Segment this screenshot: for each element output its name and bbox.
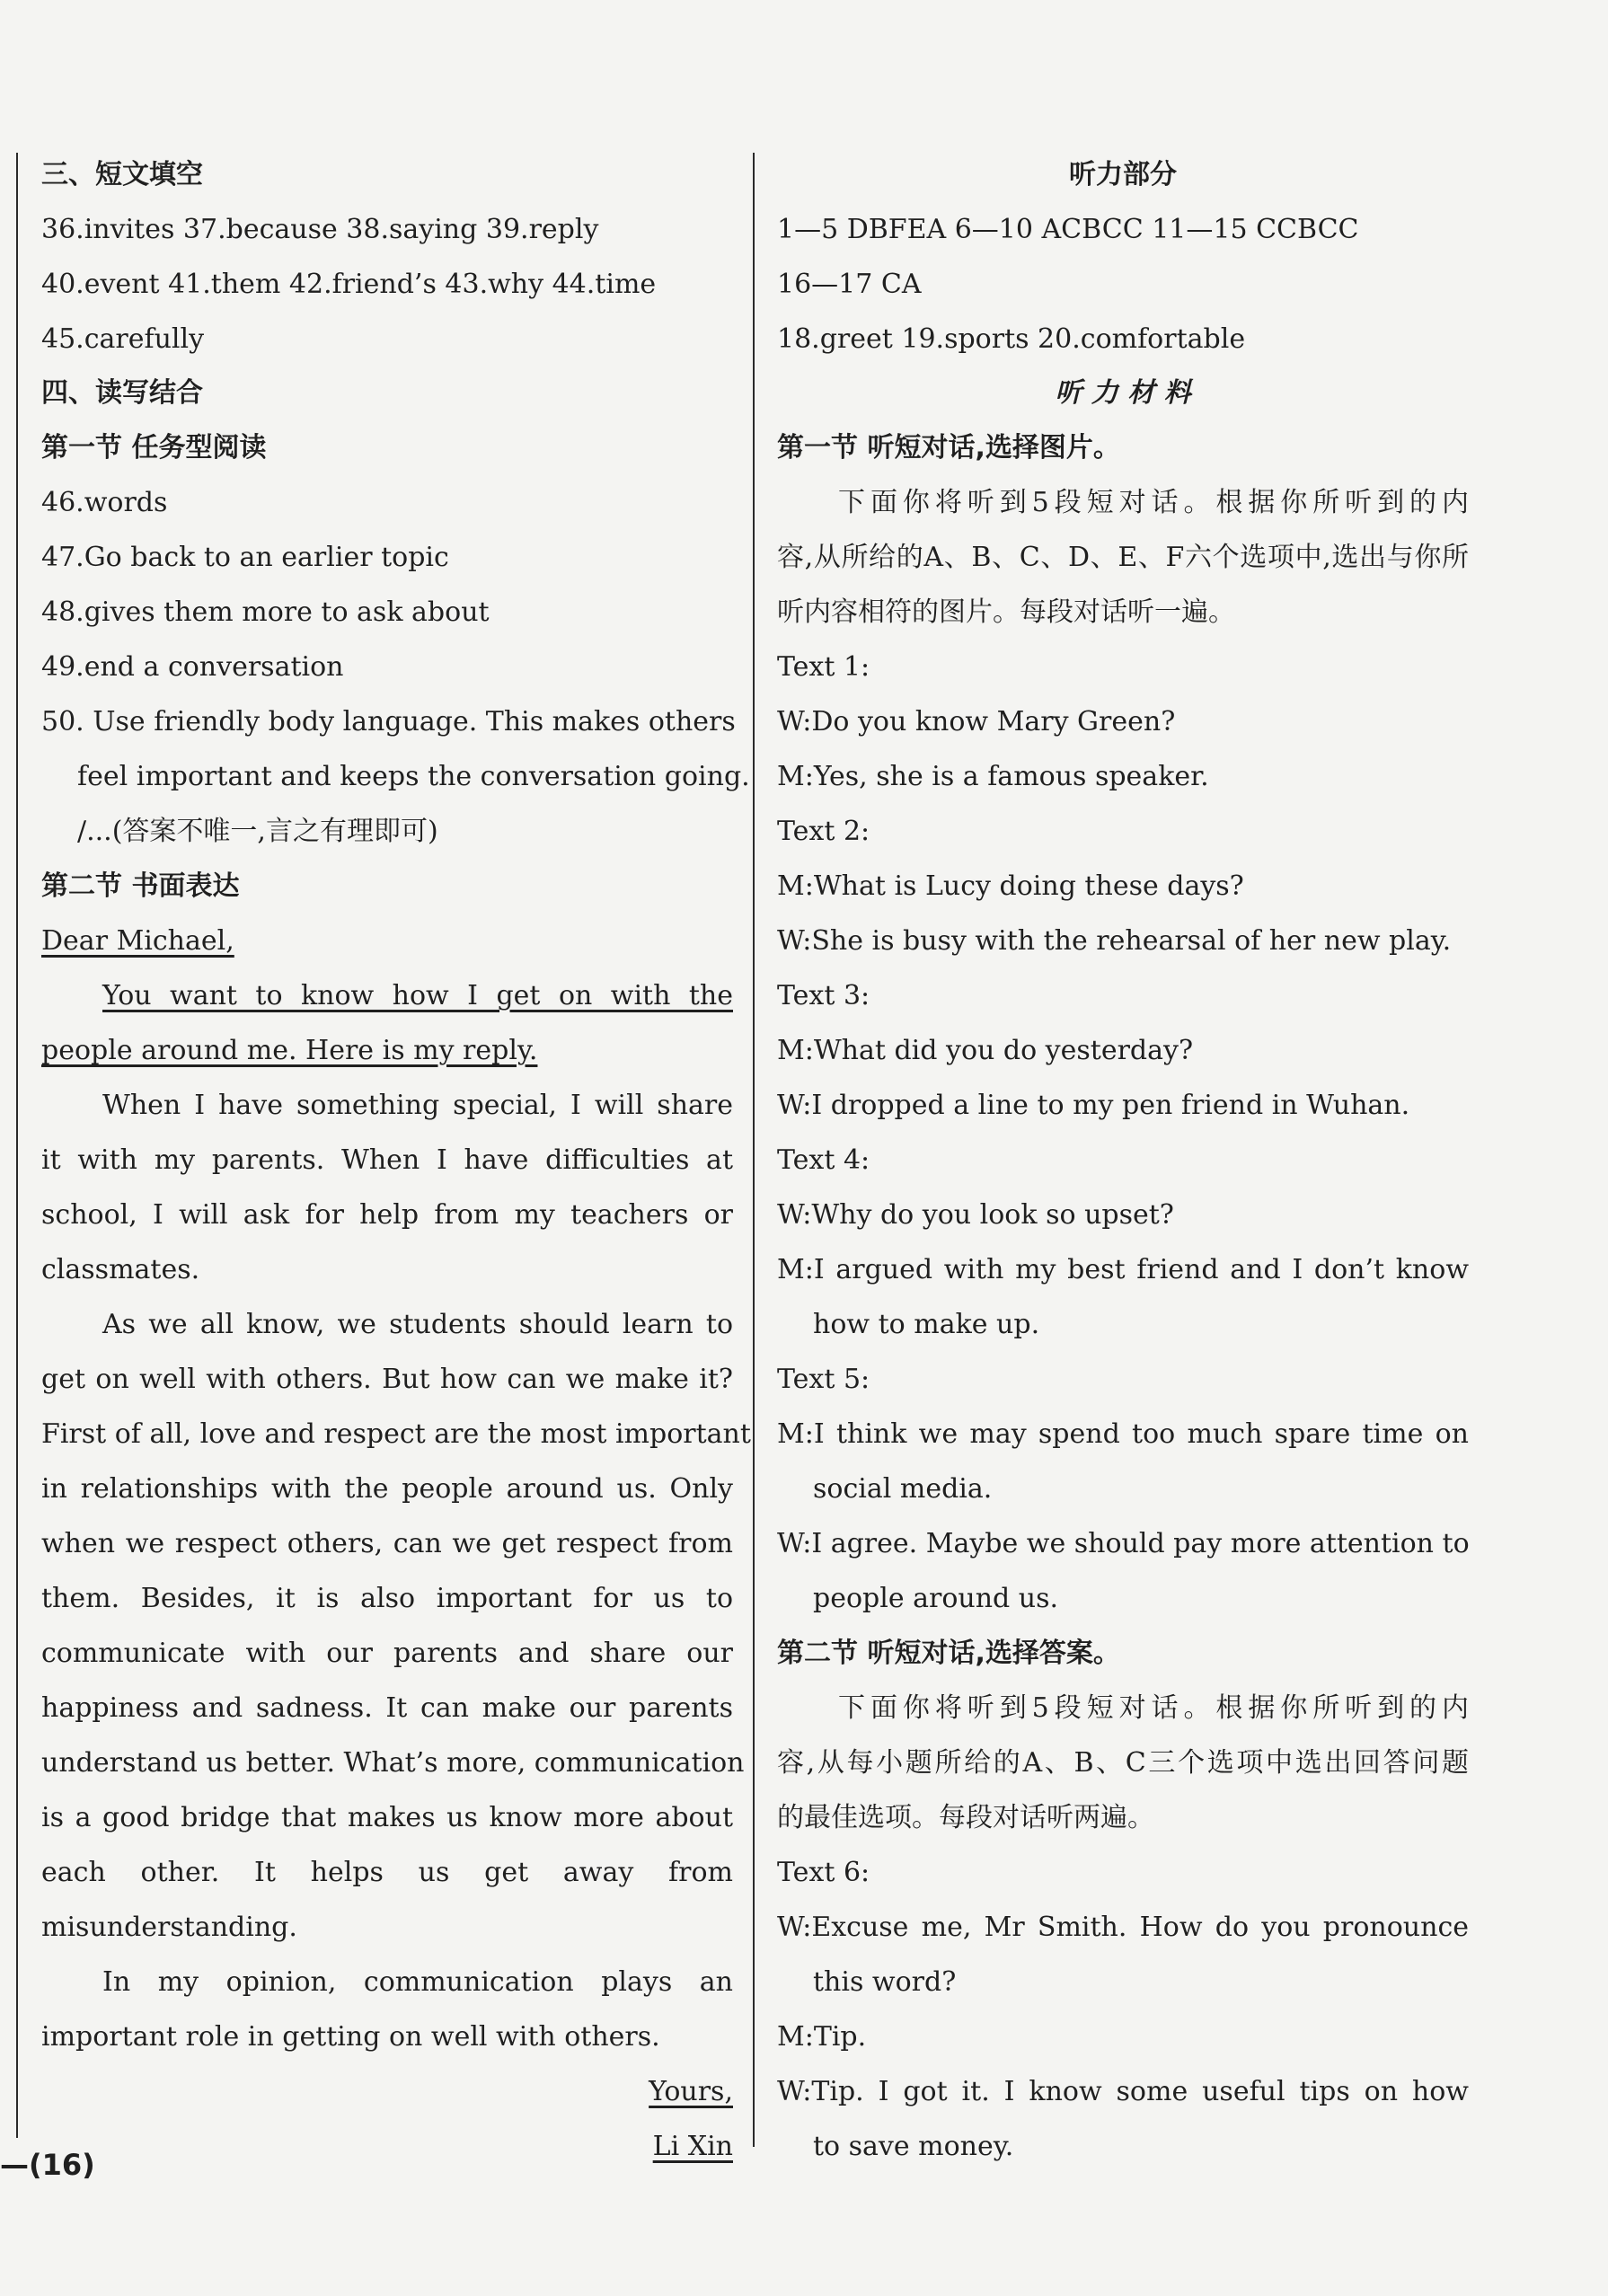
text-2-line-w: W:She is busy with the rehearsal of her new play.: [777, 925, 1452, 957]
text-5-line-w-1: W:I agree. Maybe we should pay more attention to: [777, 1528, 1470, 1559]
part-1-instruction-line-1: 下面你将听到5段短对话。根据你所听到的内: [838, 487, 1469, 518]
letter-p2-line-2: get on well with others. But how can we make it?: [41, 1364, 733, 1395]
letter-p2-line-4: in relationships with the people around us. Only: [41, 1473, 733, 1505]
answer-line-36-39: 36.invites 37.because 38.saying 39.reply: [41, 214, 599, 245]
part-2-instruction-line-1: 下面你将听到5段短对话。根据你所听到的内: [838, 1692, 1469, 1724]
part-1-instruction-line-3: 听内容相符的图片。每段对话听一遍。: [777, 596, 1235, 628]
text-6-line-w-4: to save money.: [813, 2131, 1014, 2162]
answer-50-note: /...(答案不唯一,言之有理即可): [77, 816, 438, 847]
letter-p2-line-11: each other. It helps us get away from: [41, 1857, 733, 1888]
letter-signature: Li Xin: [652, 2131, 733, 2162]
left-margin-rule: [16, 153, 18, 2138]
letter-p1-line-4: classmates.: [41, 1254, 200, 1285]
text-4-line-m-2: how to make up.: [813, 1309, 1040, 1340]
letter-closing: Yours,: [649, 2076, 733, 2107]
letter-greeting: Dear Michael,: [41, 925, 234, 957]
letter-p1-line-2: it with my parents. When I have difficulties at: [41, 1144, 733, 1176]
letter-p2-line-6: them. Besides, it is also important for us to: [41, 1583, 733, 1614]
text-5-label: Text 5:: [777, 1364, 870, 1395]
text-5-line-m-1: M:I think we may spend too much spare time on: [777, 1418, 1469, 1450]
listening-material-title: 听 力 材 料: [1055, 377, 1191, 409]
text-4-line-w: W:Why do you look so upset?: [777, 1199, 1174, 1231]
text-3-line-w: W:I dropped a line to my pen friend in Wuhan.: [777, 1090, 1410, 1121]
letter-p2-line-9: understand us better. What’s more, communication: [41, 1747, 745, 1779]
letter-p2-line-3: First of all, love and respect are the most important: [41, 1418, 751, 1450]
part-1-instruction-line-2: 容,从所给的A、B、C、D、E、F六个选项中,选出与你所: [777, 542, 1469, 573]
text-6-label: Text 6:: [777, 1857, 870, 1888]
listening-answers-1-15: 1—5 DBFEA 6—10 ACBCC 11—15 CCBCC: [777, 214, 1359, 245]
listening-answers-18-20: 18.greet 19.sports 20.comfortable: [777, 323, 1246, 355]
answer-50-line-1: 50. Use friendly body language. This makes others: [41, 706, 736, 737]
text-5-line-w-2: people around us.: [813, 1583, 1059, 1614]
part-2-instruction-line-2: 容,从每小题所给的A、B、C三个选项中选出回答问题: [777, 1747, 1469, 1779]
listening-part-2-title: 第二节 听短对话,选择答案。: [777, 1638, 1120, 1669]
section-4-title: 四、读写结合: [41, 377, 203, 409]
part-2-instruction-line-3: 的最佳选项。每段对话听两遍。: [777, 1802, 1154, 1833]
text-2-label: Text 2:: [777, 816, 870, 847]
answer-47: 47.Go back to an earlier topic: [41, 542, 449, 573]
listening-part-1-title: 第一节 听短对话,选择图片。: [777, 432, 1120, 464]
text-4-label: Text 4:: [777, 1144, 870, 1176]
text-1-line-w: W:Do you know Mary Green?: [777, 706, 1176, 737]
letter-intro-line-1: You want to know how I get on with the: [102, 980, 733, 1011]
text-3-line-m: M:What did you do yesterday?: [777, 1035, 1194, 1066]
letter-p1-line-1: When I have something special, I will share: [102, 1090, 733, 1121]
letter-p3-line-2: important role in getting on well with others.: [41, 2021, 660, 2053]
section-3-title: 三、短文填空: [41, 159, 203, 190]
letter-p2-line-5: when we respect others, can we get respect from: [41, 1528, 733, 1559]
letter-intro-line-2: people around me. Here is my reply.: [41, 1035, 538, 1066]
section-4-part-1-title: 第一节 任务型阅读: [41, 432, 267, 464]
text-6-line-w-2: this word?: [813, 1966, 957, 1998]
answer-48: 48.gives them more to ask about: [41, 596, 490, 628]
text-6-line-m: M:Tip.: [777, 2021, 867, 2053]
letter-p1-line-3: school, I will ask for help from my teachers or: [41, 1199, 733, 1231]
listening-section-title: 听力部分: [1069, 159, 1177, 190]
answer-49: 49.end a conversation: [41, 651, 344, 683]
text-6-line-w-1: W:Excuse me, Mr Smith. How do you pronounce: [777, 1912, 1469, 1943]
column-divider: [753, 153, 755, 2147]
letter-p2-line-10: is a good bridge that makes us know more about: [41, 1802, 733, 1833]
letter-p2-line-12: misunderstanding.: [41, 1912, 297, 1943]
text-1-line-m: M:Yes, she is a famous speaker.: [777, 761, 1209, 792]
page-number: —(16): [0, 2148, 95, 2182]
section-4-part-2-title: 第二节 书面表达: [41, 870, 240, 902]
letter-p2-line-7: communicate with our parents and share our: [41, 1638, 733, 1669]
letter-p2-line-1: As we all know, we students should learn to: [102, 1309, 733, 1340]
letter-p2-line-8: happiness and sadness. It can make our parents: [41, 1692, 733, 1724]
text-5-line-m-2: social media.: [813, 1473, 993, 1505]
text-4-line-m-1: M:I argued with my best friend and I don’t know: [777, 1254, 1469, 1285]
letter-p3-line-1: In my opinion, communication plays an: [102, 1966, 733, 1998]
text-3-label: Text 3:: [777, 980, 870, 1011]
text-6-line-w-3: W:Tip. I got it. I know some useful tips on how: [777, 2076, 1469, 2107]
answer-line-40-44: 40.event 41.them 42.friend’s 43.why 44.time: [41, 269, 657, 300]
listening-answers-16-17: 16—17 CA: [777, 269, 922, 300]
answer-line-45: 45.carefully: [41, 323, 205, 355]
text-1-label: Text 1:: [777, 651, 870, 683]
answer-46: 46.words: [41, 487, 168, 518]
text-2-line-m: M:What is Lucy doing these days?: [777, 870, 1244, 902]
answer-50-line-2: feel important and keeps the conversation going.: [77, 761, 750, 792]
